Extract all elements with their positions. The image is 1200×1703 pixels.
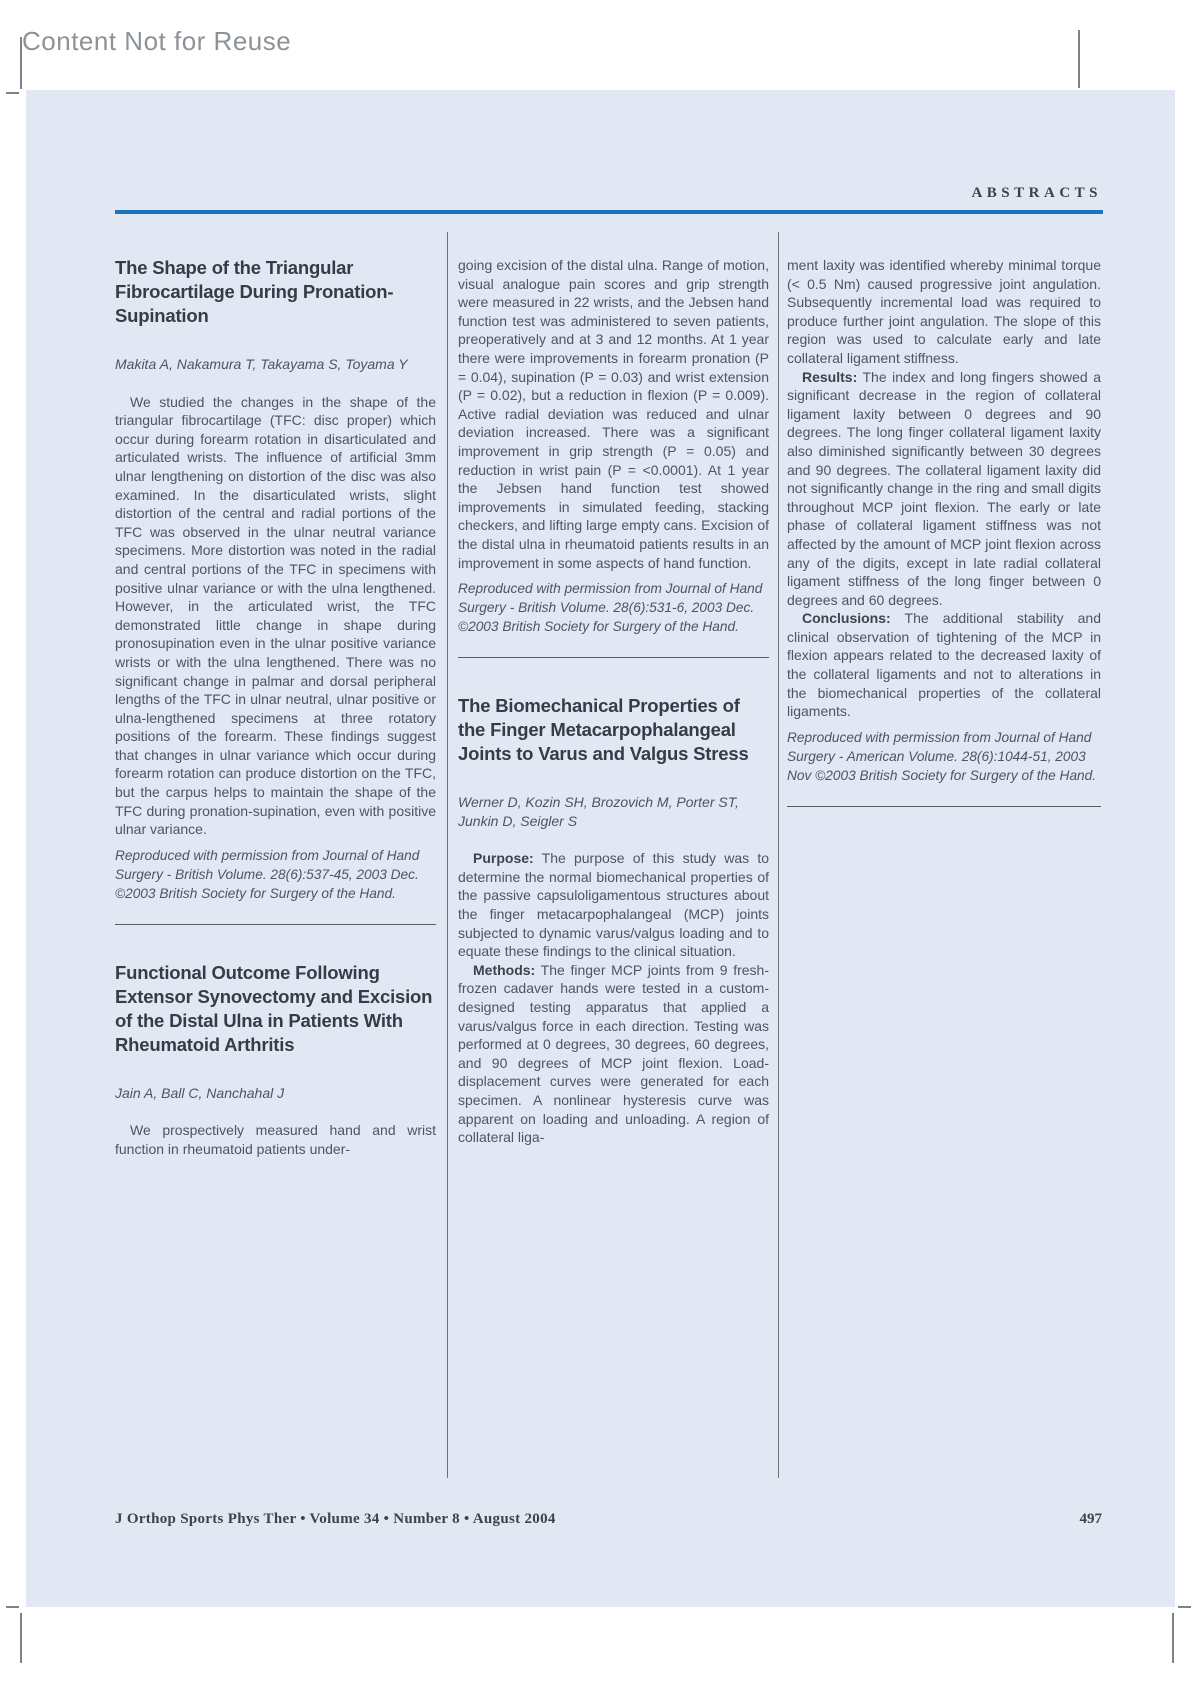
purpose-text: The purpose of this study was to determine the normal biomechanical properties of the passive capsuloligamentous structures about the finger metacarpophalangeal (MCP) joints subjected to dynamic varus/valgus loading and to equate these findings to the clinical situation. bbox=[458, 850, 769, 960]
abstracts-section-header: ABSTRACTS bbox=[971, 185, 1102, 201]
methods-label: Methods: bbox=[473, 961, 536, 978]
abstract-3-title: The Biomechanical Properties of the Finger Metacarpophalangeal Joints to Varus and Valgus Stress bbox=[458, 695, 749, 765]
column-divider-1 bbox=[447, 232, 448, 1478]
purpose-label: Purpose: bbox=[473, 850, 534, 867]
abstract-2-body-part-2: going excision of the distal ulna. Range of motion, visual analogue pain scores and grip strength were measured in 22 wrists, and the Jebsen hand function test was administered to seven patients, preoperatively and at 3 and 12 months. At 1 year there were improvements in forearm pronation (P = 0.04), supination (P = 0.03) and wrist extension (P = 0.02), but a reduction in flexion (P = 0.009). Active radial deviation was reduced and ulnar deviation increased. There was a significant improvement in grip strength (P = 0.05) and reduction in wrist pain (P = <0.0001). At 1 year the Jebsen hand function test showed improvements in simulated feeding, stacking checkers, and lifting large empty cans. Excision of the distal ulna in rheumatoid patients results in an improvement in some aspects of hand function. bbox=[458, 257, 769, 571]
crop-mark-top-left-vertical bbox=[20, 37, 22, 89]
abstract-1-title: The Shape of the Triangular Fibrocartilage During Pronation-Supination bbox=[115, 257, 394, 326]
abstract-2-body-part-1: We prospectively measured hand and wrist function in rheumatoid patients under- bbox=[115, 1122, 436, 1158]
abstract-3-results-paragraph bbox=[787, 368, 1101, 610]
abstract-2-authors: Jain A, Ball C, Nanchahal J bbox=[115, 1084, 285, 1101]
abstract-1-citation: Reproduced with permission from Journal of Hand Surgery - British Volume. 28(6):537-45, 2003 Dec. ©2003 British Society for Surgery of the Hand. bbox=[115, 847, 420, 901]
abstract-3-authors: Werner D, Kozin SH, Brozovich M, Porter ST, Junkin D, Seigler S bbox=[458, 794, 739, 829]
header-rule bbox=[115, 210, 1103, 214]
abstract-1-authors: Makita A, Nakamura T, Takayama S, Toyama Y bbox=[115, 356, 408, 372]
abstract-3-methods-paragraph bbox=[458, 961, 769, 1147]
abstract-1-body: We studied the changes in the shape of the triangular fibrocartilage (TFC: disc proper) which occur during forearm rotation in disarticulated and articulated wrists. The influence of artificial 3mm ulnar lengthening on distortion of the disc was also examined. In the disarticulated wrists, slight distortion of the central and radial portions of the TFC was observed in the ulnar neutral variance specimens. More distortion was noted in the radial and central portions of the TFC in specimens with positive ulnar variance or with the ulna lengthened. However, in the articulated wrist, the TFC demonstrated little change in shape during pronosupination even in the ulnar positive variance wrists or with the ulna lengthened. There was no significant change in palmar and dorsal peripheral lengths of the TFC in ulnar neutral, ulnar positive or ulna-lengthened specimens at three rotatory positions of the forearm. These findings suggest that changes in ulnar variance which occur during forearm rotation can produce distortion on the TFC, but the carpus helps to maintain the shape of the TFC during pronation-supination, even with positive ulnar variance. bbox=[115, 393, 436, 838]
watermark-text: Content Not for Reuse bbox=[22, 26, 292, 56]
abstract-3-conclusions-paragraph bbox=[787, 609, 1101, 721]
abstract-2-citation: Reproduced with permission from Journal of Hand Surgery - British Volume. 28(6):531-6, 2003 Dec. ©2003 British Society for Surgery of the Hand. bbox=[458, 581, 763, 635]
methods-text: The finger MCP joints from 9 fresh-frozen cadaver hands were tested in a custom-designed testing apparatus that applied a varus/valgus force in each direction. Testing was performed at 0 degrees, 30 degrees, 60 degrees, and 90 degrees of MCP joint flexion. Load-displacement curves were generated for each specimen. A nonlinear hysteresis curve was apparent on loading and unloading. A region of collateral liga- bbox=[458, 961, 769, 1146]
section-divider bbox=[458, 657, 769, 658]
page-number: 497 bbox=[1079, 1511, 1102, 1527]
abstract-3-purpose-paragraph bbox=[458, 849, 769, 961]
abstract-2-title: Functional Outcome Following Extensor Synovectomy and Excision of the Distal Ulna in Patients With Rheumatoid Arthritis bbox=[115, 961, 433, 1055]
column-3 bbox=[787, 256, 1101, 843]
crop-mark-bottom-right-horizontal bbox=[1178, 1606, 1191, 1608]
crop-mark-bottom-left-vertical bbox=[20, 1613, 22, 1663]
crop-mark-top-left-horizontal bbox=[6, 92, 19, 94]
conclusions-label: Conclusions: bbox=[802, 610, 891, 627]
conclusions-text: The additional stability and clinical observation of tightening of the MCP in flexion appears related to the decreased laxity of the collateral ligaments and not to alterations in the biomechanical properties of the collateral ligaments. bbox=[787, 610, 1101, 720]
abstract-3-body-continuation: ment laxity was identified whereby minimal torque (< 0.5 Nm) caused progressive joint angulation. Subsequently incremental load was required to produce further joint angulation. The slope of this region was used to calculate early and late collateral ligament stiffness. bbox=[787, 257, 1101, 366]
crop-mark-bottom-right-vertical bbox=[1172, 1613, 1174, 1663]
column-2 bbox=[458, 256, 769, 1147]
column-divider-2 bbox=[778, 232, 779, 1478]
abstract-3-citation: Reproduced with permission from Journal of Hand Surgery - American Volume. 28(6):1044-51, 2003 Nov ©2003 British Society for Surgery of the Hand. bbox=[787, 729, 1097, 783]
section-divider bbox=[787, 806, 1101, 807]
section-divider bbox=[115, 924, 436, 925]
page-sheet bbox=[26, 90, 1175, 1607]
results-label: Results: bbox=[802, 368, 858, 385]
column-1 bbox=[115, 256, 436, 1159]
crop-mark-top-right-vertical bbox=[1078, 30, 1080, 88]
results-text: The index and long fingers showed a significant decrease in the region of collateral ligament laxity between 0 degrees and 90 degrees. The long finger collateral ligament laxity also diminished significantly between 30 degrees and 90 degrees. The collateral ligament laxity did not significantly change in the ring and small digits throughout MCP joint flexion. The early or late phase of collateral ligament stiffness was not affected by the amount of MCP joint flexion across any of the digits, except in late radial collateral ligament stiffness of the long finger between 0 degrees and 60 degrees. bbox=[787, 368, 1102, 608]
journal-footer: J Orthop Sports Phys Ther • Volume 34 • Number 8 • August 2004 bbox=[115, 1511, 556, 1527]
crop-mark-bottom-left-horizontal bbox=[6, 1606, 19, 1608]
